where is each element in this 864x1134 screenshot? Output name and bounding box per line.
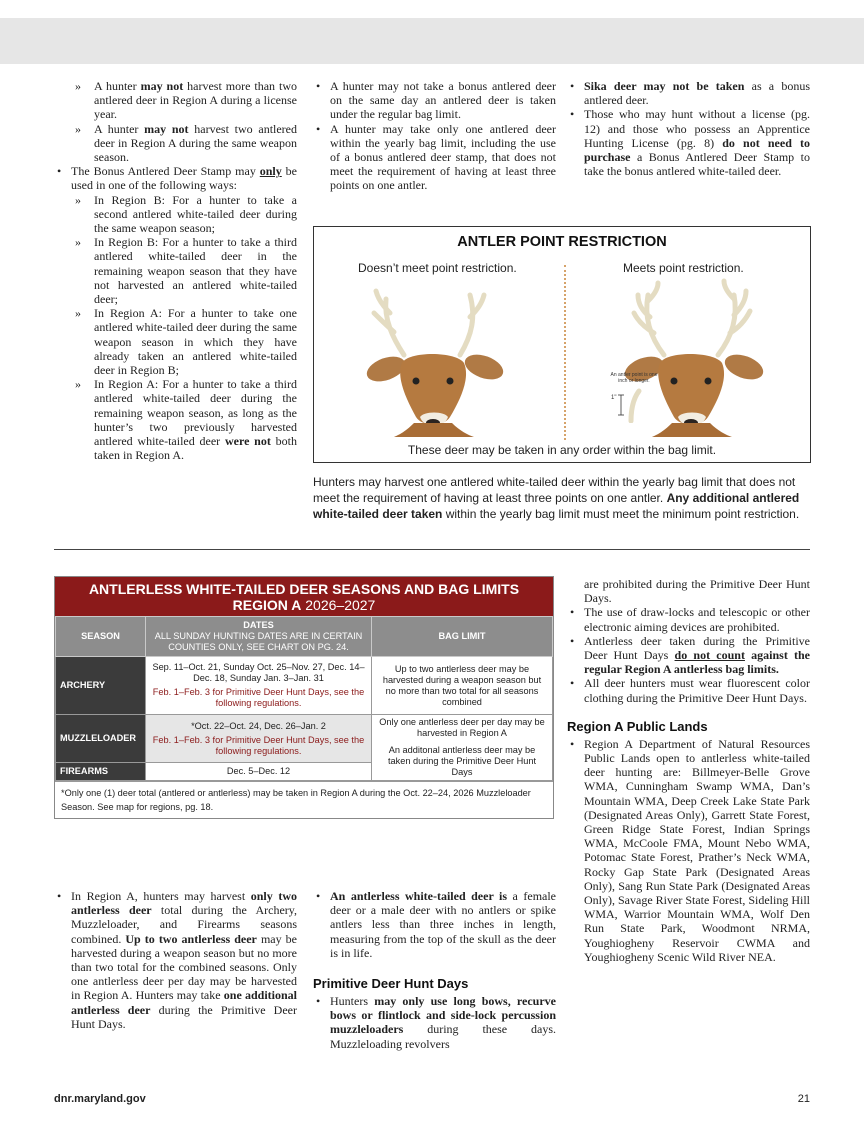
deer-head-illustration-left xyxy=(364,277,514,437)
table-row xyxy=(56,657,553,715)
region-a-limits-list xyxy=(54,889,297,1031)
one-inch-label: 1" xyxy=(611,395,617,401)
list-item: » In Region B: For a hunter to take a second antlered white-tailed deer during the same weapon season; xyxy=(71,193,297,236)
antler-box-title: ANTLER POINT RESTRICTION xyxy=(457,234,667,250)
col1-top xyxy=(54,79,297,462)
bonus-stamp-list xyxy=(54,164,297,462)
list-item: • Sika deer may not be taken as a bonus antlered deer. xyxy=(567,79,810,107)
footer-website: dnr.maryland.gov xyxy=(54,1093,146,1105)
list-item: • Antlerless deer taken during the Primitive Deer Hunt Days do not count against the regular Region A antlerless bag limits. xyxy=(567,634,810,677)
table-title xyxy=(55,577,553,616)
col3-top xyxy=(567,79,810,178)
col2-top xyxy=(313,79,556,193)
bag-limit-top: Up to two antlerless deer may be harvested during a weapon season but no more than two total for all seasons combined xyxy=(372,657,553,715)
table-region-line: REGION A 2026–2027 xyxy=(232,597,376,613)
col-header-season: SEASON xyxy=(56,617,146,657)
col3-bottom xyxy=(567,577,810,964)
list-item: • An antlerless white-tailed deer is a female deer or a male deer with no antlers or spike antlers less than three inches in length, measuring from the top of the skull as the deer is in life. xyxy=(313,889,556,960)
sika-license-list xyxy=(567,79,810,178)
dotted-divider xyxy=(564,265,566,440)
antler-point-restriction-box xyxy=(313,226,811,463)
list-item: • The use of draw-locks and telescopic or other electronic aiming devices are prohibited. xyxy=(567,605,810,633)
bonus-rules-list xyxy=(313,79,556,193)
list-item: » A hunter may not harvest more than two antlered deer in Region A during a license year. xyxy=(71,79,297,122)
bonus-ways-list xyxy=(71,193,297,463)
primitive-deer-hunt-days-heading: Primitive Deer Hunt Days xyxy=(313,976,469,992)
season-muzzleloader: MUZZLELOADER xyxy=(56,715,146,763)
region-a-public-lands-heading: Region A Public Lands xyxy=(567,718,708,734)
list-item: • Hunters may only use long bows, recurve bows or flintlock and side-lock percussion muzzleloaders during these days. Muzzleloading revolvers xyxy=(313,994,556,1051)
antlerless-seasons-table xyxy=(54,576,554,819)
firearms-dates: Dec. 5–Dec. 12 xyxy=(146,763,372,781)
list-item: • Region A Department of Natural Resources Public Lands open to antlerless white-tailed deer hunting are: Billmeyer-Belle Grove WMA, Cunningham Swamp WMA, Dan’s Mountain WMA, Deep Creek Lake State Park (Designated Areas Only), Garrett State Forest, Green Ridge State Forest, Indian Springs WMA, McCoole FMA, Mount Nebo WMA, Potomac State Forest, Prather’s Neck WMA, Rocky Gap State Park (Designated Areas Only), Sang Run State Park (Designated Areas Only), Savage River State Forest, Sideling Hill WMA, Warrior Mountain WMA, Wolf Den Run State Park, Woodmont NRMA, Youghiogheny Reservoir CWMA and Youghiogheny Scenic Wild River NEA. xyxy=(567,737,810,964)
table-row xyxy=(56,715,553,763)
list-item: » A hunter may not harvest two antlered deer in Region A during the same weapon season. xyxy=(71,122,297,165)
antler-box-footer: These deer may be taken in any order within the bag limit. xyxy=(407,443,717,457)
antler-caption: Hunters may harvest one antlered white-tailed deer within the yearly bag limit that does not meet the requirement of having at least three points on one antler. Any additional antlered white-tailed deer taken within the yearly bag limit must meet the minimum point restriction. xyxy=(313,475,800,521)
antler-point-note: An antler point is one inch or longer. xyxy=(610,372,658,384)
sub-list-limits xyxy=(71,79,297,164)
list-item: • The Bonus Antlered Deer Stamp may only be used in one of the following ways: » In Region B: For a hunter to take a second antlered white-tailed deer during the same weapon season; » In Region B: For a hunter to take a third antlered white-tailed deer in the remaining weapon season that they have not harvested an antlered white-tailed deer; » In Region A: For a hunter to take one antlered white-tailed deer during the same weapon season in which they have already taken an antlered white-tailed deer in Region B; » In Region A: For a hunter to take a third antlered white-tailed deer during the remaining weapon season, as long as the hunter’s two previously harvested antlered white-tailed deer were not both taken in Region A. xyxy=(54,164,297,462)
col1-bottom xyxy=(54,889,297,1031)
bag-limit-lower: Only one antlerless deer per day may be harvested in Region A An additonal antlerless deer may be taken during the Primitive Deer Hunt Days xyxy=(372,715,553,781)
season-firearms: FIREARMS xyxy=(56,763,146,781)
primitive-rules-list xyxy=(313,994,556,1051)
list-item: • Those who may hunt without a license (pg. 12) and those who possess an Apprentice Hunting License (pg. 8) do not need to purchase a Bonus Antlered Deer Stamp to take the bonus antlered white-tailed deer. xyxy=(567,107,810,178)
list-item: » In Region A: For a hunter to take one antlered white-tailed deer during the same weapon season in which they have already taken an antlered white-tailed deer in Region B; xyxy=(71,306,297,377)
list-item: » In Region B: For a hunter to take a third antlered white-tailed deer in the remaining weapon season that they have not harvested an antlered white-tailed deer; xyxy=(71,235,297,306)
list-item: • A hunter may not take a bonus antlered deer on the same day an antlered deer is taken under the regular bag limit. xyxy=(313,79,556,122)
page-number: 21 xyxy=(797,1093,810,1105)
list-item: • A hunter may take only one antlered deer within the yearly bag limit, including the use of a bonus antlered deer stamp, that does not meet the requirement of having at least three points on one antler. xyxy=(313,122,556,193)
public-lands-list xyxy=(567,737,810,964)
muzzleloader-dates: *Oct. 22–Oct. 24, Dec. 26–Jan. 2 Feb. 1–Feb. 3 for Primitive Deer Hunt Days, see the following regulations. xyxy=(146,715,372,763)
col2-bottom xyxy=(313,889,556,1051)
section-divider xyxy=(54,549,810,550)
table-title-text: ANTLERLESS WHITE-TAILED DEER SEASONS AND BAG LIMITS xyxy=(88,581,520,597)
table-footnote: *Only one (1) deer total (antlered or antlerless) may be taken in Region A during the Oct. 22–24, 2026 Muzzleloader Season. See map for regions, pg. 18. xyxy=(55,781,553,818)
list-item: • In Region A, hunters may harvest only two antlerless deer total during the Archery, Muzzleloader, and Firearms seasons combined. Up to two antlerless deer may be harvested during a weapon season but no more than two total for the combined seasons. Only one antlerless deer per day may be harvested in Region A. Hunters may take one additional antlerless deer during the Primitive Deer Hunt Days. xyxy=(54,889,297,1031)
season-archery: ARCHERY xyxy=(56,657,146,715)
col-header-dates: DATES ALL SUNDAY HUNTING DATES ARE IN CERTAIN COUNTIES ONLY, SEE CHART ON PG. 24. xyxy=(146,617,372,657)
list-item: • All deer hunters must wear fluorescent color clothing during the Primitive Deer Hunt Days. xyxy=(567,676,810,704)
col-header-bag-limit: BAG LIMIT xyxy=(372,617,553,657)
antler-tine-measure-icon xyxy=(617,387,645,423)
archery-dates: Sep. 11–Oct. 21, Sunday Oct. 25–Nov. 27, Dec. 14–Dec. 18, Sunday Jan. 3–Jan. 31 Feb. 1–Feb. 3 for Primitive Deer Hunt Days, see the following regulations. xyxy=(146,657,372,715)
list-item: are prohibited during the Primitive Deer Hunt Days. xyxy=(584,577,810,606)
primitive-rules-continued xyxy=(567,577,810,705)
list-item: » In Region A: For a hunter to take a third antlered white-tailed deer during the remaining weapon season, as long as the hunter’s two previously harvested antlered white-tailed deer were not both taken in Region A. xyxy=(71,377,297,462)
header-bar xyxy=(0,18,864,64)
left-deer-label: Doesn’t meet point restriction. xyxy=(358,261,517,275)
right-deer-label: Meets point restriction. xyxy=(623,261,744,275)
antlerless-definition-list xyxy=(313,889,556,960)
